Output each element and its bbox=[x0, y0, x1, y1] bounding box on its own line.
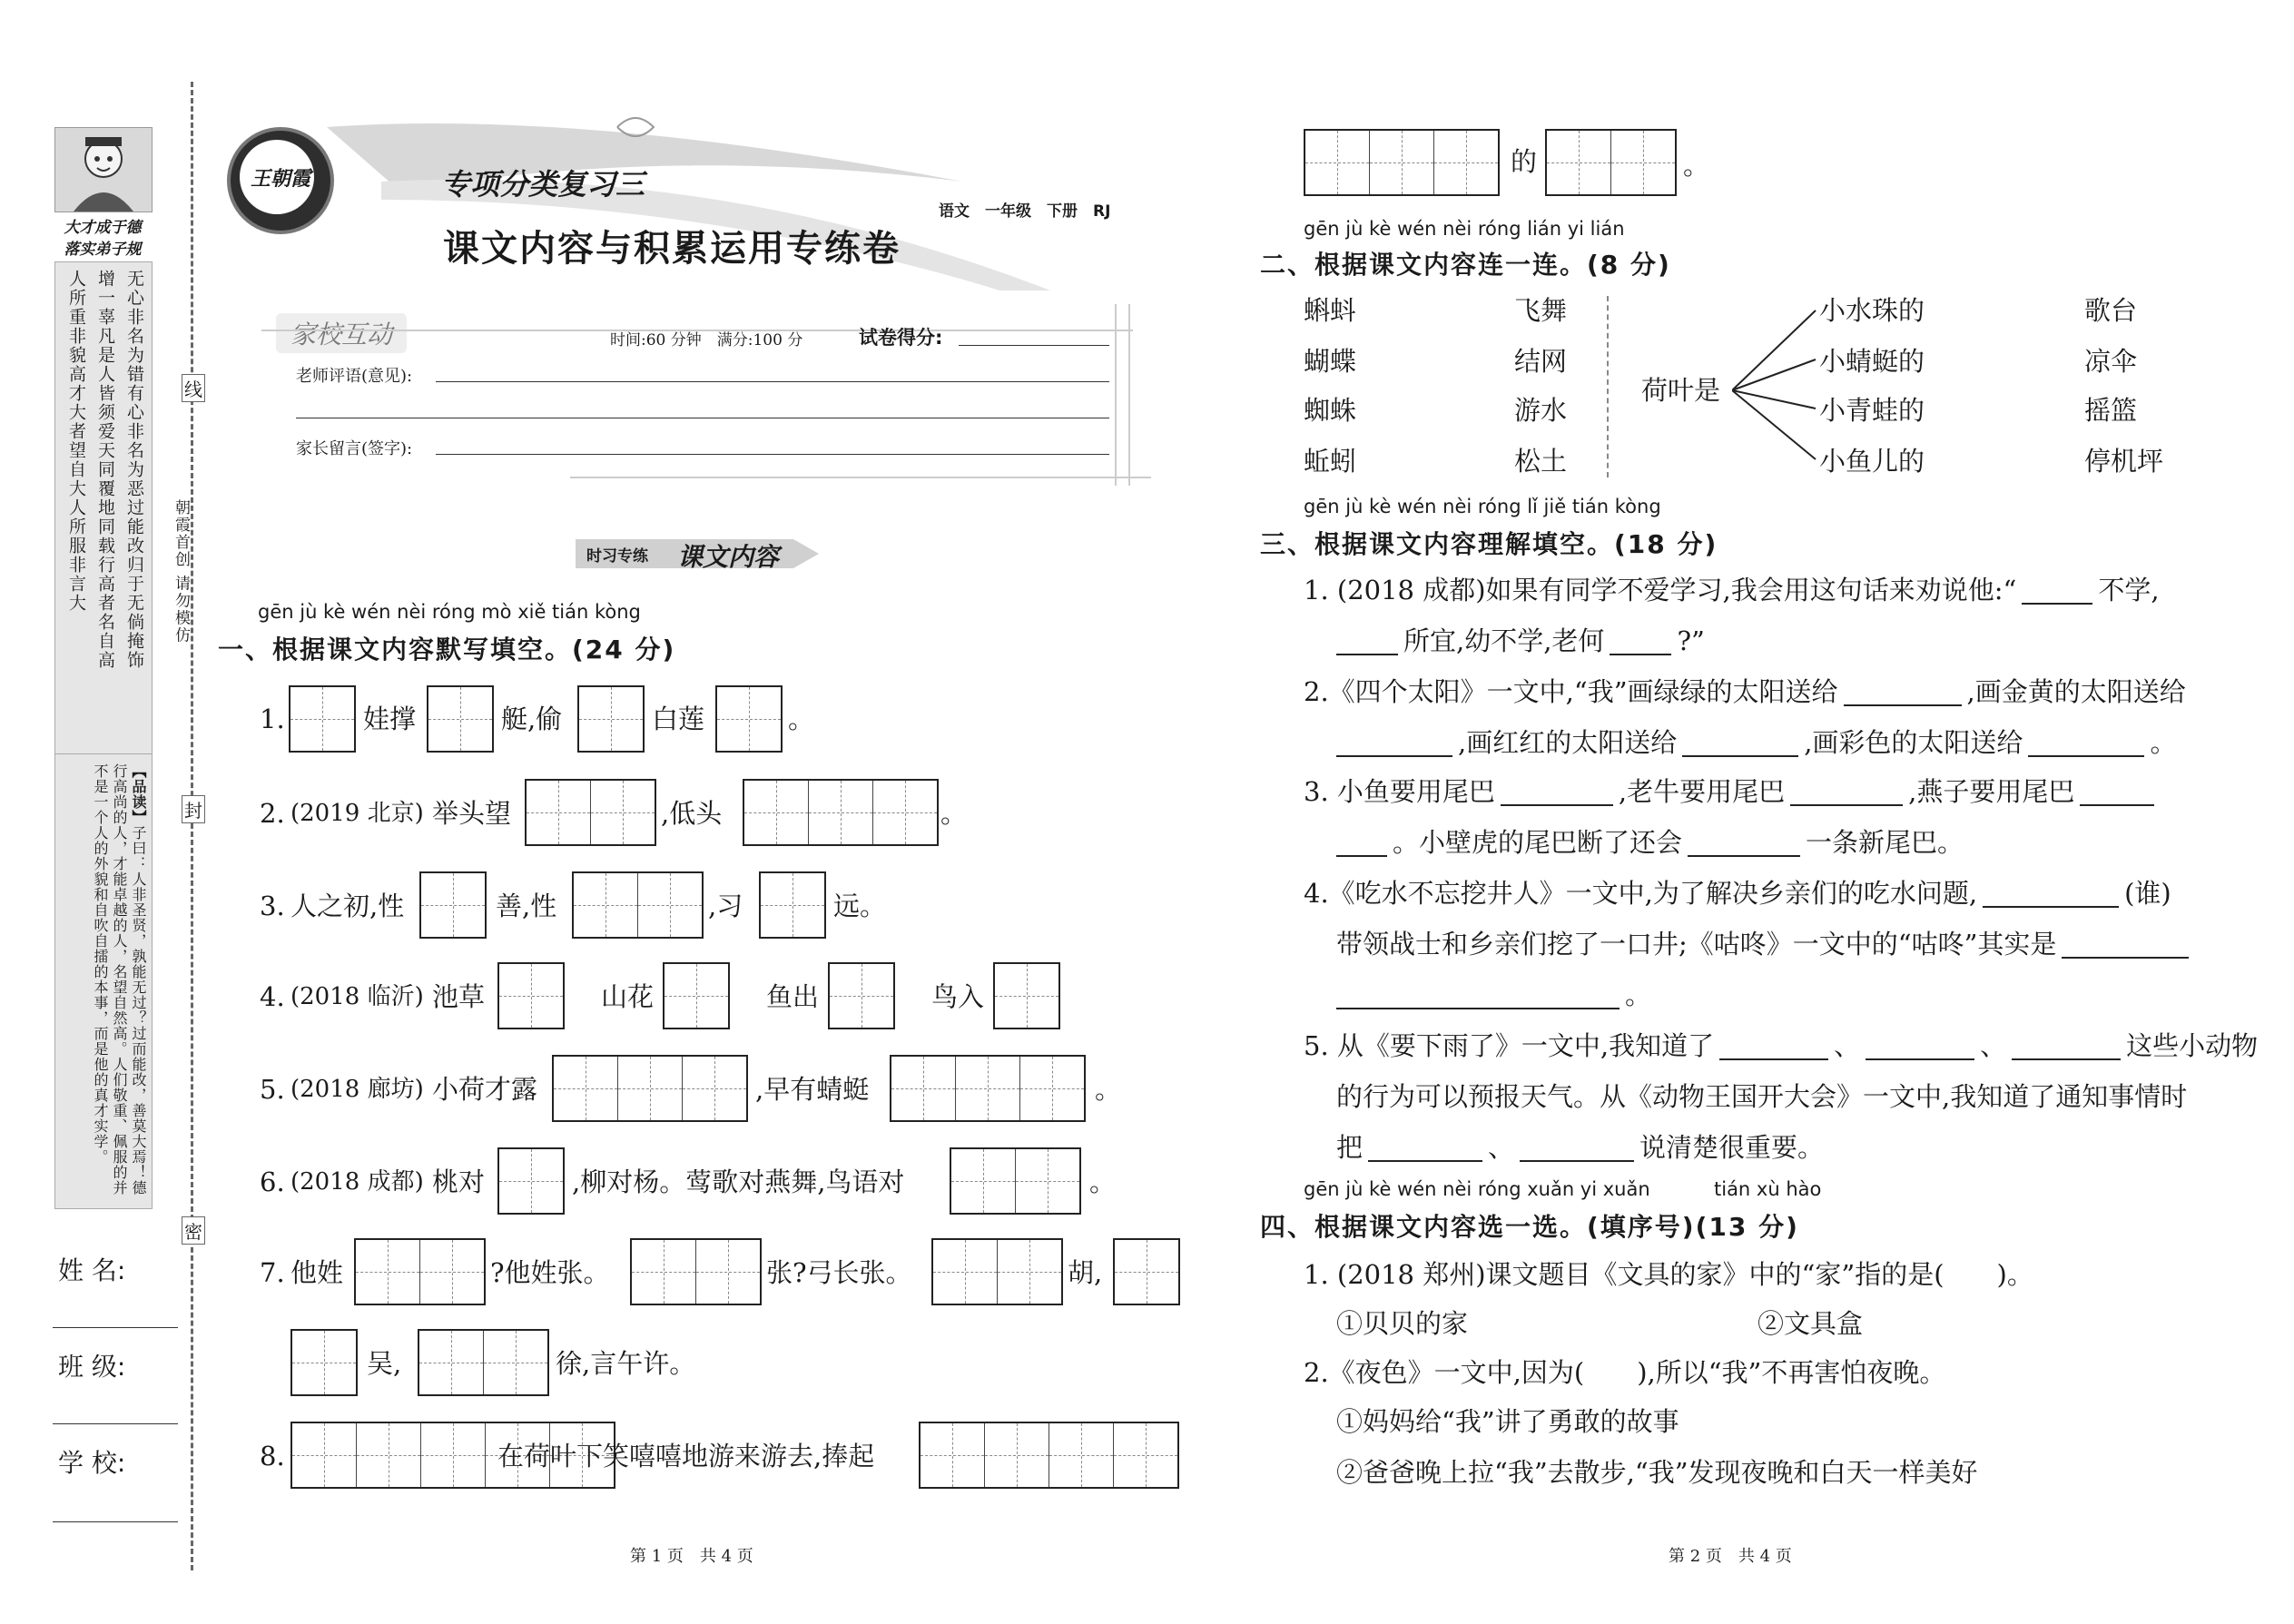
s3-q1-blank1[interactable] bbox=[2022, 576, 2092, 605]
s1-q6-box2[interactable] bbox=[950, 1147, 1081, 1215]
s1-q1-b: 艇,偷 bbox=[501, 704, 563, 734]
s4-q2: 2.《夜色》一文中,因为( ),所以“我”不再害怕夜晚。 bbox=[1304, 1357, 1946, 1388]
s1-q6-box1[interactable] bbox=[497, 1147, 565, 1215]
s1-q3-box3[interactable] bbox=[759, 871, 826, 939]
s1-q2-src: (2019 北京) bbox=[290, 800, 424, 827]
s3-q2-a: 2.《四个太阳》一文中,“我”画绿绿的太阳送给 bbox=[1304, 676, 1838, 707]
s1-q5-b: ,早有蜻蜓 bbox=[755, 1074, 870, 1105]
s2-right-a-1: 小水珠的 bbox=[1819, 295, 1925, 326]
page-title: 课文内容与积累运用专练卷 bbox=[443, 227, 901, 270]
section3-pinyin: gēn jù kè wén nèi róng lǐ jiě tián kòng bbox=[1304, 496, 1661, 517]
s3-q5-blank2[interactable] bbox=[1866, 1031, 1974, 1060]
s2-left-b-3: 游水 bbox=[1514, 395, 1568, 426]
r-top-box1[interactable] bbox=[1304, 129, 1500, 196]
r-top-box2[interactable] bbox=[1545, 129, 1677, 196]
s1-q1-c: 白莲 bbox=[652, 704, 705, 734]
s2-left-a-2: 蝴蝶 bbox=[1304, 346, 1357, 377]
s3-q5-a: 5. 从《要下雨了》一文中,我知道了 bbox=[1304, 1030, 1715, 1061]
s1-q4-box4[interactable] bbox=[993, 962, 1060, 1029]
s2-right-b-1: 歌台 bbox=[2084, 295, 2138, 326]
s1-q1-d: 。 bbox=[788, 704, 815, 734]
s3-q4-line3 bbox=[1336, 977, 1651, 1013]
s3-q4-c: 带领战士和乡亲们挖了一口井;《咕咚》一文中的“咕咚”其实是 bbox=[1336, 929, 2057, 960]
s3-q1-line2 bbox=[1336, 623, 1705, 659]
s3-q5-h: 说清楚很重要。 bbox=[1639, 1132, 1825, 1163]
s2-center: 荷叶是 bbox=[1641, 375, 1721, 406]
s1-q2-box1[interactable] bbox=[525, 779, 656, 846]
s1-q4-src: (2018 临沂) bbox=[290, 983, 424, 1010]
mascot-icon bbox=[55, 128, 152, 212]
s3-q4-d: 。 bbox=[1625, 979, 1652, 1010]
school-field[interactable] bbox=[53, 1521, 178, 1522]
series-title: 专项分类复习三 bbox=[441, 167, 645, 202]
r-top-end: 。 bbox=[1683, 150, 1710, 181]
banner-small: 时习专练 bbox=[586, 547, 648, 566]
fold-label-xian: 线 bbox=[182, 374, 205, 402]
s3-q4-line2 bbox=[1336, 926, 2194, 962]
section1-title: 一、根据课文内容默写填空。(24 分) bbox=[218, 635, 676, 664]
s1-q3-b: 善,性 bbox=[496, 891, 557, 921]
s1-q6-src: (2018 成都) bbox=[290, 1168, 424, 1196]
s3-q2-d: ,画彩色的太阳送给 bbox=[1804, 727, 2023, 758]
s3-q5-blank3[interactable] bbox=[2012, 1031, 2121, 1060]
s3-q4-b: (谁) bbox=[2124, 878, 2171, 909]
s2-divider bbox=[1607, 296, 1609, 477]
s3-q3-c: ,燕子要用尾巴 bbox=[1908, 776, 2075, 807]
s1-q8-box2[interactable] bbox=[919, 1422, 1179, 1489]
s3-q2-line1 bbox=[1304, 674, 2186, 710]
fold-label-mi: 密 bbox=[182, 1216, 205, 1245]
s3-q3-blank1[interactable] bbox=[1501, 777, 1613, 806]
class-label: 班 级: bbox=[58, 1352, 126, 1382]
s1-q2-c: 。 bbox=[940, 798, 968, 829]
s1-q2-b: ,低头 bbox=[661, 798, 723, 829]
s1-q1-box3[interactable] bbox=[577, 685, 645, 753]
s1-q7-d: 胡, bbox=[1068, 1257, 1103, 1288]
s1-q4-box2[interactable] bbox=[663, 962, 730, 1029]
s1-q1-box2[interactable] bbox=[427, 685, 494, 753]
s1-q4-b: 山花 bbox=[601, 981, 655, 1012]
s3-q5-c: 、 bbox=[1980, 1030, 2007, 1061]
s3-q3-e: 一条新尾巴。 bbox=[1806, 827, 1964, 858]
s1-q5-c: 。 bbox=[1095, 1074, 1122, 1105]
s3-q1-line1 bbox=[1304, 572, 2160, 608]
s1-q1-a: 娃撑 bbox=[363, 704, 417, 734]
pindu-body: 子曰：人非圣贤，孰能无过？过而能改，善莫大焉！德行高尚的人，才能卓越的人，名望自然高。人们敬重、佩服的并不是一个人的外貌和自吹自擂的本事，而是他的真才实学。 bbox=[92, 763, 147, 1196]
s1-q4-num: 4. bbox=[260, 981, 285, 1012]
s3-q2-blank2[interactable] bbox=[1336, 728, 1452, 757]
s1-q4-box3[interactable] bbox=[828, 962, 895, 1029]
s1-q3-c: ,习 bbox=[708, 891, 743, 921]
score-label: 试卷得分: bbox=[859, 327, 943, 349]
s3-q1-d: ?” bbox=[1677, 625, 1705, 656]
s3-q3-b: ,老牛要用尾巴 bbox=[1618, 776, 1786, 807]
s3-q3-blank4[interactable] bbox=[1336, 828, 1387, 857]
s3-q4-a: 4.《吃水不忘挖井人》一文中,为了解决乡亲们的吃水问题, bbox=[1304, 878, 1978, 909]
s3-q3-line2 bbox=[1336, 824, 1964, 861]
s3-q5-blank5[interactable] bbox=[1520, 1133, 1634, 1162]
name-field[interactable] bbox=[53, 1327, 178, 1328]
pindu-title: 【品读】 bbox=[130, 763, 147, 825]
s1-q8-num: 8. bbox=[260, 1441, 285, 1471]
vertical-note: 朝霞首创 请勿模仿 bbox=[172, 499, 190, 645]
r-top-de: 的 bbox=[1511, 146, 1538, 177]
s1-q5-src: (2018 廊坊) bbox=[290, 1076, 424, 1103]
s4-q2-opt2[interactable]: ②爸爸晚上拉“我”去散步,“我”发现夜晚和白天一样美好 bbox=[1336, 1457, 1978, 1488]
teacher-comment-field-1[interactable] bbox=[436, 381, 1109, 382]
s3-q3-d: 。小壁虎的尾巴断了还会 bbox=[1393, 827, 1683, 858]
banner-big: 课文内容 bbox=[677, 542, 780, 572]
s1-q5-num: 5. bbox=[260, 1074, 285, 1105]
s3-q3-line1 bbox=[1304, 773, 2160, 810]
parent-label: 家长留言(签字): bbox=[296, 439, 413, 458]
s1-q7-box2[interactable] bbox=[630, 1238, 762, 1305]
s3-q1-blank2[interactable] bbox=[1336, 626, 1398, 655]
pindu-block bbox=[54, 753, 153, 1209]
s3-q3-blank3[interactable] bbox=[2080, 777, 2154, 806]
s3-q4-blank3[interactable] bbox=[1336, 980, 1620, 1009]
section4-pinyin: gēn jù kè wén nèi róng xuǎn yi xuǎn bbox=[1304, 1178, 1650, 1200]
proverb-col-2: 增一辜凡是人皆须爱天同覆地同载行高者名自高 bbox=[95, 270, 115, 670]
score-field[interactable] bbox=[959, 345, 1109, 346]
s3-q3-blank5[interactable] bbox=[1688, 828, 1800, 857]
s3-q2-blank1[interactable] bbox=[1844, 677, 1962, 706]
s3-q1-c: 所宜,幼不学,老何 bbox=[1403, 625, 1605, 656]
s3-q3-blank2[interactable] bbox=[1790, 777, 1903, 806]
s1-q5-box2[interactable] bbox=[890, 1055, 1086, 1122]
s1-q3-box2[interactable] bbox=[572, 871, 704, 939]
s4-q1-opt2[interactable]: ②文具盒 bbox=[1757, 1308, 1864, 1339]
s3-q5-d: 这些小动物 bbox=[2126, 1030, 2259, 1061]
s3-q5-g: 、 bbox=[1488, 1132, 1515, 1163]
s1-q7-box5[interactable] bbox=[290, 1329, 358, 1396]
s3-q5-blank4[interactable] bbox=[1368, 1133, 1482, 1162]
time-info: 时间:60 分钟 满分:100 分 bbox=[610, 331, 803, 349]
logo bbox=[227, 127, 334, 234]
s2-left-b-1: 飞舞 bbox=[1514, 295, 1568, 326]
fold-label-feng: 封 bbox=[182, 795, 205, 823]
s1-q7-box4[interactable] bbox=[1113, 1238, 1180, 1305]
s3-q5-line3 bbox=[1336, 1129, 1824, 1166]
parent-comment-field[interactable] bbox=[436, 454, 1109, 455]
s3-q1-blank3[interactable] bbox=[1610, 626, 1671, 655]
s3-q4-blank1[interactable] bbox=[1983, 879, 2119, 908]
s3-q4-line1 bbox=[1304, 875, 2171, 911]
s1-q5-box1[interactable] bbox=[552, 1055, 748, 1122]
s3-q5-line2: 的行为可以预报天气。从《动物王国开大会》一文中,我知道了通知事情时 bbox=[1336, 1081, 2188, 1112]
s3-q5-line1 bbox=[1304, 1028, 2258, 1064]
section2-title: 二、根据课文内容连一连。(8 分) bbox=[1260, 250, 1671, 280]
proverb-col-1: 无心非名为错有心非名为恶过能改归于无倘掩饰 bbox=[124, 270, 144, 670]
s1-q7-num: 7. bbox=[260, 1257, 285, 1288]
s3-q5-b: 、 bbox=[1834, 1030, 1861, 1061]
s4-q1: 1. (2018 郑州)课文题目《文具的家》中的“家”指的是( )。 bbox=[1304, 1259, 2033, 1290]
s3-q2-b: ,画金黄的太阳送给 bbox=[1966, 676, 2186, 707]
school-label: 学 校: bbox=[58, 1448, 126, 1478]
s3-q1-a: 1. (2018 成都)如果有同学不爱学习,我会用这句话来劝说他:“ bbox=[1304, 575, 2017, 605]
s3-q2-c: ,画红红的太阳送给 bbox=[1458, 727, 1678, 758]
s3-q2-line2 bbox=[1336, 724, 2176, 761]
section-banner bbox=[576, 534, 819, 574]
section4-title: 四、根据课文内容选一选。(填序号)(13 分) bbox=[1260, 1212, 1799, 1242]
s3-q5-f: 把 bbox=[1336, 1132, 1364, 1163]
s1-q4-a: 池草 bbox=[432, 981, 486, 1012]
s3-q2-e: 。 bbox=[2150, 727, 2177, 758]
s1-q1-num: 1. bbox=[260, 704, 285, 734]
section3-title: 三、根据课文内容理解填空。(18 分) bbox=[1260, 529, 1718, 559]
name-label: 姓 名: bbox=[58, 1255, 126, 1285]
s1-q3-num: 3. bbox=[260, 891, 285, 921]
s2-left-a-3: 蜘蛛 bbox=[1304, 395, 1357, 426]
s1-q7-f: 徐,言午许。 bbox=[556, 1348, 696, 1379]
pindu-text bbox=[91, 763, 148, 1199]
s1-q7-box1[interactable] bbox=[354, 1238, 486, 1305]
s2-right-a-4: 小鱼儿的 bbox=[1819, 446, 1925, 477]
jiaxiao-label: 家校互动 bbox=[276, 313, 407, 353]
s1-q6-a: 桃对 bbox=[432, 1166, 486, 1197]
s2-branch-lines bbox=[1732, 300, 1823, 481]
page2-footer: 第 2 页 共 4 页 bbox=[1669, 1547, 1792, 1566]
s3-q2-blank3[interactable] bbox=[1682, 728, 1798, 757]
s2-right-b-3: 摇篮 bbox=[2084, 395, 2138, 426]
s1-q7-c: 张?弓长张。 bbox=[766, 1257, 912, 1288]
section1-pinyin: gēn jù kè wén nèi róng mò xiě tián kòng bbox=[258, 601, 641, 623]
sidebar bbox=[53, 127, 153, 1253]
s1-q2-a: 举头望 bbox=[432, 798, 512, 829]
s3-q4-blank2[interactable] bbox=[2062, 930, 2189, 959]
s2-right-a-2: 小蜻蜓的 bbox=[1819, 346, 1925, 377]
s1-q6-num: 6. bbox=[260, 1166, 285, 1197]
s1-q7-a: 他姓 bbox=[290, 1257, 344, 1288]
s1-q2-box2[interactable] bbox=[743, 779, 939, 846]
subject-info: 语文 一年级 下册 RJ bbox=[939, 202, 1111, 221]
s1-q1-box4[interactable] bbox=[715, 685, 783, 753]
s1-q7-box6[interactable] bbox=[418, 1329, 549, 1396]
s1-q7-b: ?他姓张。 bbox=[490, 1257, 610, 1288]
s1-q1-box1[interactable] bbox=[289, 685, 356, 753]
s1-q3-box1[interactable] bbox=[419, 871, 487, 939]
s1-q4-d: 鸟入 bbox=[931, 981, 985, 1012]
s2-right-b-2: 凉伞 bbox=[2084, 346, 2138, 377]
s1-q5-a: 小荷才露 bbox=[432, 1074, 538, 1105]
fold-line bbox=[191, 82, 193, 1570]
mascot-image bbox=[54, 127, 153, 212]
s2-left-a-4: 蚯蚓 bbox=[1304, 446, 1357, 477]
s4-q1-opt1[interactable]: ①贝贝的家 bbox=[1336, 1308, 1469, 1339]
s3-q3-a: 3. 小鱼要用尾巴 bbox=[1304, 776, 1495, 807]
s1-q7-e: 吴, bbox=[367, 1348, 402, 1379]
motto-1: 大才成于德 bbox=[64, 219, 142, 237]
s1-q4-c: 鱼出 bbox=[766, 981, 820, 1012]
s2-left-b-4: 松土 bbox=[1514, 446, 1568, 477]
motto-2: 落实弟子规 bbox=[64, 241, 142, 259]
proverb-col-3: 人所重非貌高才大者望自大人所服非言大 bbox=[66, 270, 86, 613]
s1-q3-d: 远。 bbox=[833, 891, 887, 921]
s2-right-b-4: 停机坪 bbox=[2084, 446, 2164, 477]
s2-left-a-1: 蝌蚪 bbox=[1304, 295, 1357, 326]
s2-right-a-3: 小青蛙的 bbox=[1819, 395, 1925, 426]
s1-q6-b: ,柳对杨。莺歌对燕舞,鸟语对 bbox=[572, 1166, 905, 1197]
teacher-label: 老师评语(意见): bbox=[296, 367, 413, 386]
s3-q2-blank4[interactable] bbox=[2028, 728, 2144, 757]
s1-q2-num: 2. bbox=[260, 798, 285, 829]
logo-text: 王朝霞 bbox=[250, 168, 310, 191]
page1-footer: 第 1 页 共 4 页 bbox=[630, 1547, 753, 1566]
section4-pinyin2: tián xù hào bbox=[1714, 1178, 1822, 1200]
s1-q6-c: 。 bbox=[1089, 1166, 1117, 1197]
section2-pinyin: gēn jù kè wén nèi róng lián yi lián bbox=[1304, 218, 1625, 240]
s1-q8-a: 在荷叶下笑嘻嘻地游来游去,捧起 bbox=[497, 1441, 875, 1471]
s1-q4-box1[interactable] bbox=[497, 962, 565, 1029]
s4-q2-opt1[interactable]: ①妈妈给“我”讲了勇敢的故事 bbox=[1336, 1406, 1679, 1437]
s3-q1-b: 不学, bbox=[2098, 575, 2160, 605]
s3-q5-blank1[interactable] bbox=[1719, 1031, 1828, 1060]
s2-left-b-2: 结网 bbox=[1514, 346, 1568, 377]
class-field[interactable] bbox=[53, 1423, 178, 1424]
s1-q7-box3[interactable] bbox=[931, 1238, 1063, 1305]
s1-q3-a: 人之初,性 bbox=[290, 891, 405, 921]
